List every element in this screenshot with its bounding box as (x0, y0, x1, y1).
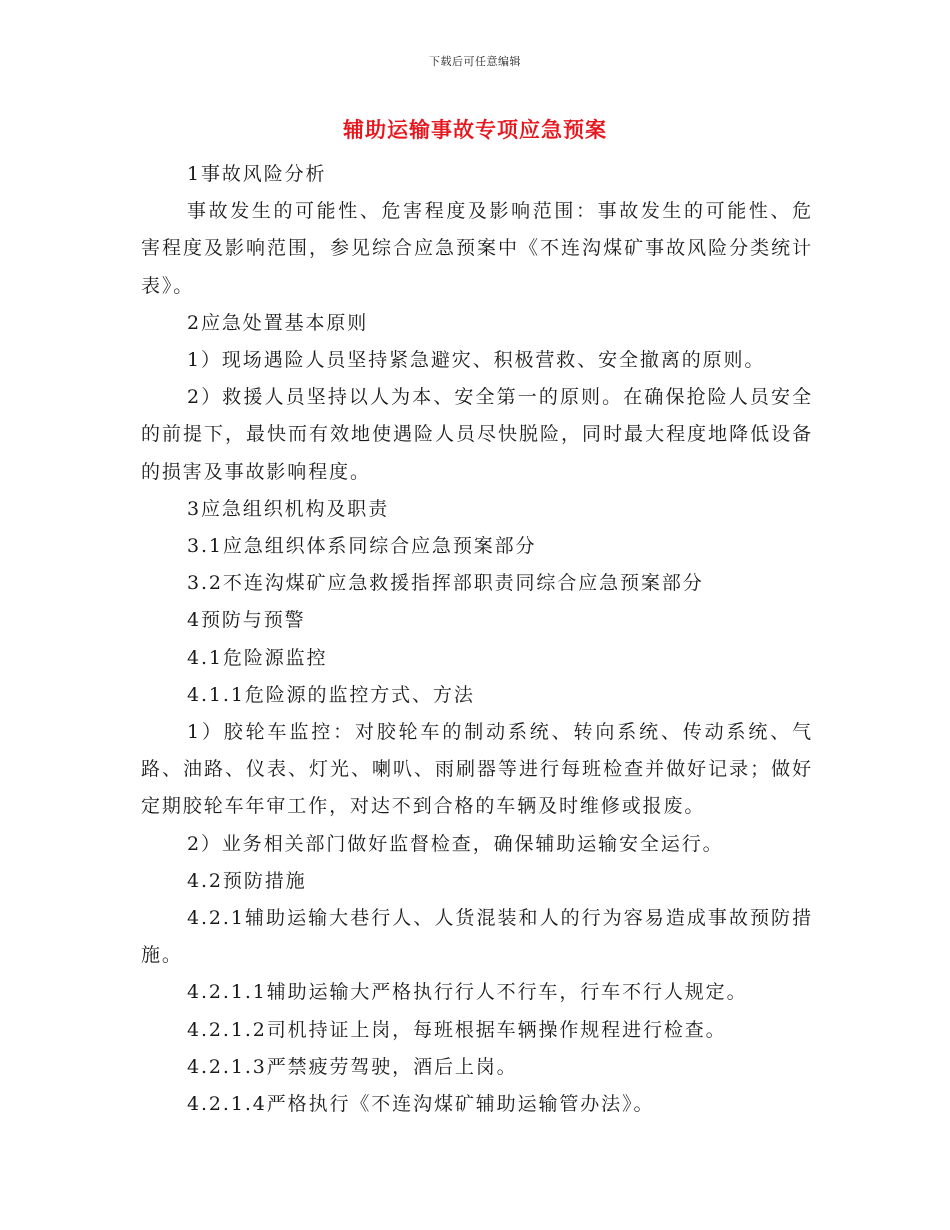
body-paragraph: 2）救援人员坚持以人为本、安全第一的原则。在确保抢险人员安全的前提下，最快而有效地使遇险人员尽快脱险，同时最大程度地降低设备的损害及事故影响程度。 (141, 386, 813, 483)
document-body (141, 156, 813, 1123)
section-heading: 2应急处置基本原则 (187, 311, 369, 334)
section-heading: 4预防与预警 (187, 609, 306, 632)
subsection-heading: 4.1危险源监控 (187, 646, 328, 669)
body-paragraph: 4.2.1.1辅助运输大严格执行行人不行车，行车不行人规定。 (187, 981, 748, 1004)
body-paragraph: 事故发生的可能性、危害程度及影响范围：事故发生的可能性、危害程度及影响范围，参见综合应急预案中《不连沟煤矿事故风险分类统计表》。 (141, 200, 813, 297)
header-note: 下载后可任意编辑 (429, 55, 521, 68)
subsection-heading: 3.1应急组织体系同综合应急预案部分 (187, 535, 537, 558)
body-paragraph: 4.2.1.2司机持证上岗，每班根据车辆操作规程进行检查。 (187, 1018, 727, 1041)
body-paragraph: 4.2.1.4严格执行《不连沟煤矿辅助运输管办法》。 (187, 1093, 655, 1116)
body-paragraph: 2）业务相关部门做好监督检查，确保辅助运输安全运行。 (187, 832, 724, 855)
body-paragraph: 1）现场遇险人员坚持紧急避灾、积极营救、安全撤离的原则。 (187, 349, 766, 372)
document-title: 辅助运输事故专项应急预案 (343, 117, 607, 142)
section-heading: 1事故风险分析 (187, 163, 327, 185)
body-paragraph: 4.2.1.3严禁疲劳驾驶，酒后上岗。 (187, 1055, 518, 1078)
body-paragraph: 1）胶轮车监控：对胶轮车的制动系统、转向系统、传动系统、气路、油路、仪表、灯光、喇叭、雨刷器等进行每班检查并做好记录；做好定期胶轮车年审工作，对达不到合格的车辆及时维修或报废。 (141, 721, 813, 818)
body-paragraph: 4.2.1辅助运输大巷行人、人货混装和人的行为容易造成事故预防措施。 (141, 907, 813, 967)
subsection-heading: 3.2不连沟煤矿应急救援指挥部职责同综合应急预案部分 (187, 572, 704, 595)
subsection-heading: 4.1.1危险源的监控方式、方法 (187, 683, 475, 706)
subsection-heading: 4.2预防措施 (187, 869, 307, 892)
section-heading: 3应急组织机构及职责 (187, 497, 390, 520)
